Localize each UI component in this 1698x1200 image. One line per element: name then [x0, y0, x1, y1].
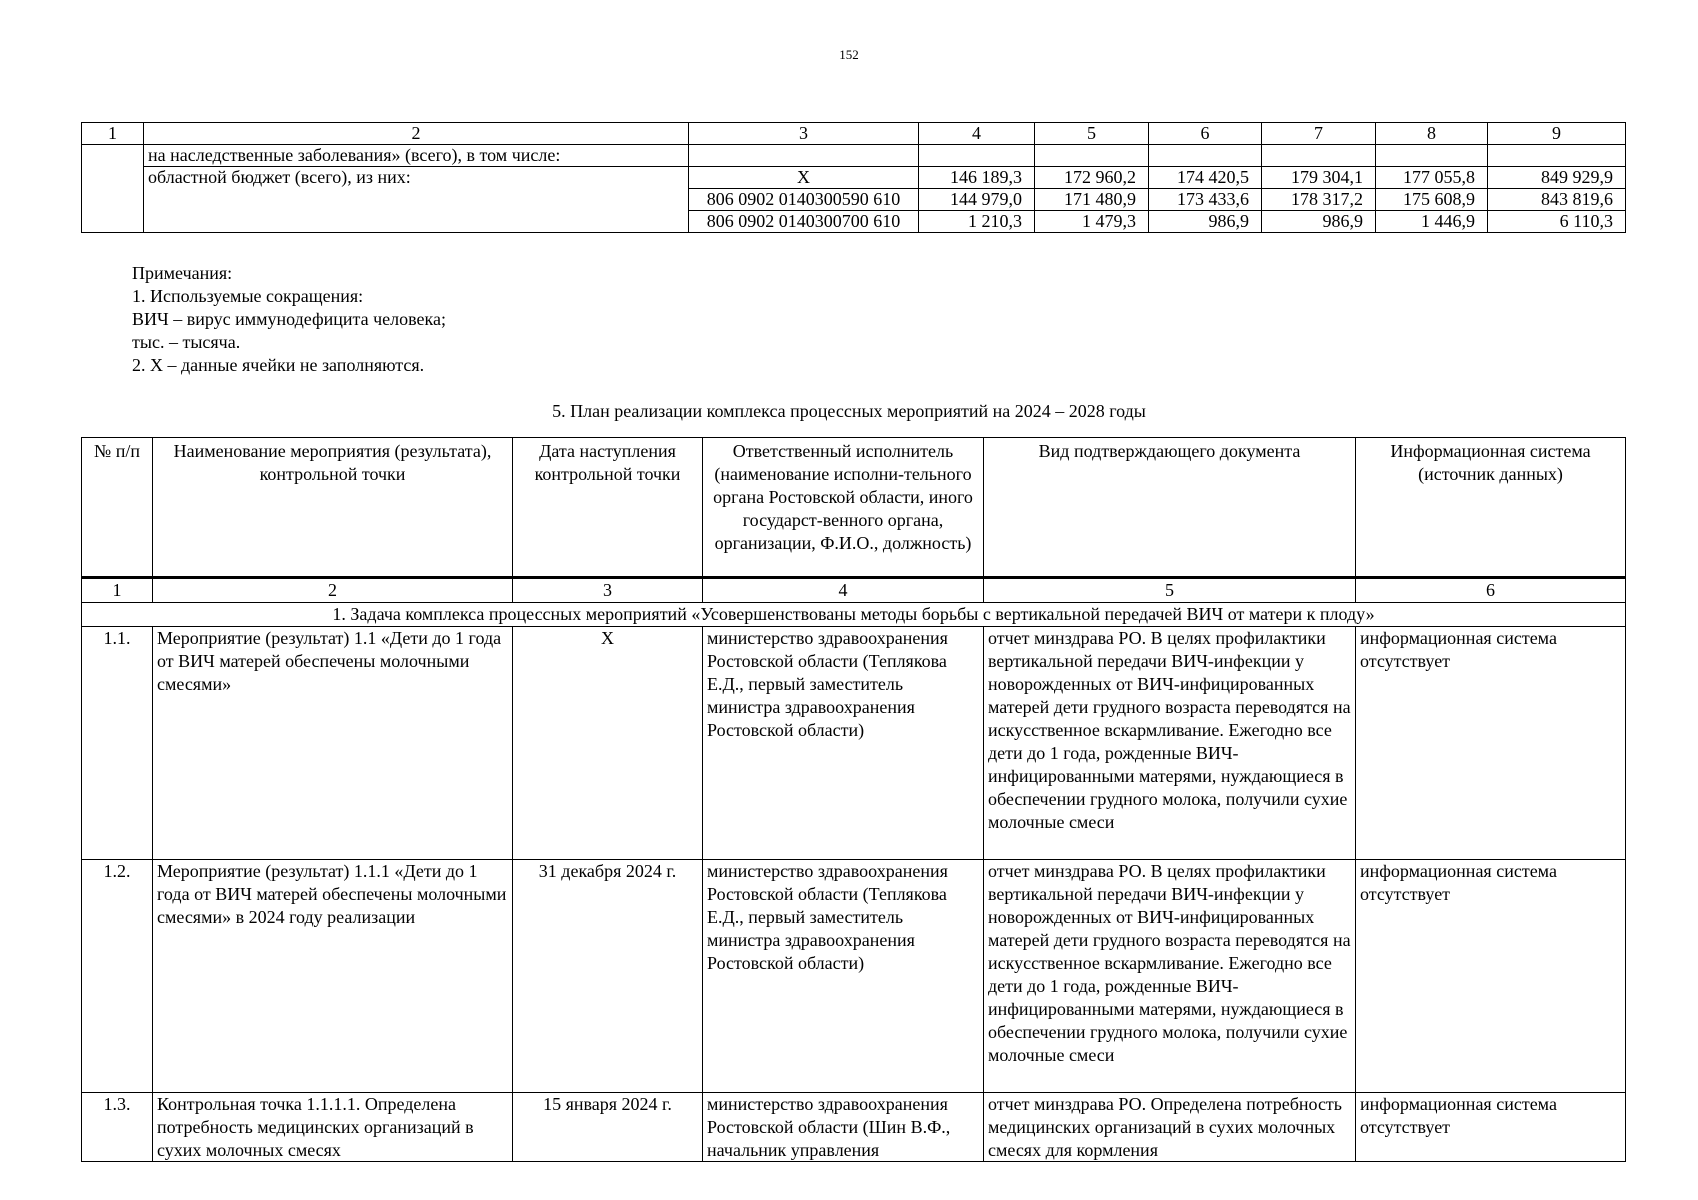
budget-value-cell: 175 608,9	[1376, 189, 1488, 211]
budget-value-cell	[1488, 145, 1626, 167]
header-name: Наименование мероприятия (результата), контрольной точки	[153, 438, 513, 578]
table-row	[82, 167, 1626, 189]
notes-heading: Примечания:	[132, 263, 233, 283]
budget-value-cell: 178 317,2	[1262, 189, 1376, 211]
col-number: 9	[1488, 123, 1626, 145]
budget-value-cell: 171 480,9	[1035, 189, 1149, 211]
budget-value-cell	[1262, 145, 1376, 167]
budget-value-cell: 174 420,5	[1149, 167, 1262, 189]
budget-column-numbers	[82, 123, 1626, 145]
page-number: 152	[839, 47, 859, 62]
plan-header-row	[82, 438, 1626, 578]
event-name: Мероприятие (результат) 1.1.1 «Дети до 1 года от ВИЧ матерей обеспечены молочными смесями» в 2024 году реализации	[153, 860, 513, 1093]
budget-value-cell: 144 979,0	[919, 189, 1035, 211]
table-row	[82, 627, 1626, 860]
budget-value-cell: 146 189,3	[919, 167, 1035, 189]
table-row	[82, 1093, 1626, 1162]
budget-code-cell: 806 0902 0140300590 610	[689, 189, 919, 211]
document-text: отчет минздрава РО. Определена потребность медицинских организаций в сухих молочных смесях для кормления	[988, 1094, 1343, 1160]
col-number: 6	[1149, 123, 1262, 145]
budget-value-cell: 843 819,6	[1488, 189, 1626, 211]
event-name: Мероприятие (результат) 1.1 «Дети до 1 года от ВИЧ матерей обеспечены молочными смесями»	[153, 627, 513, 860]
information-system: информационная система отсутствует	[1356, 1093, 1626, 1162]
information-system: информационная система отсутствует	[1356, 860, 1626, 1093]
col-number: 7	[1262, 123, 1376, 145]
plan-table	[81, 437, 1626, 1162]
budget-value-cell	[1035, 145, 1149, 167]
executor: министерство здравоохранения Ростовской области (Теплякова Е.Д., первый заместитель министра здравоохранения Ростовской области)	[703, 627, 984, 860]
budget-value-cell: 1 479,3	[1035, 211, 1149, 233]
col-number: 5	[1035, 123, 1149, 145]
budget-value-cell: 1 210,3	[919, 211, 1035, 233]
note-line: 2. Х – данные ячейки не заполняются.	[132, 355, 425, 375]
information-system: информационная система отсутствует	[1356, 627, 1626, 860]
col-number: 1	[82, 123, 144, 145]
row-number: 1.1.	[82, 627, 153, 860]
col-number: 4	[703, 578, 984, 603]
col-number: 5	[984, 578, 1356, 603]
section-title: 5. План реализации комплекса процессных мероприятий на 2024 – 2028 годы	[552, 401, 1146, 421]
event-name	[153, 1093, 513, 1162]
control-date: Х	[513, 627, 703, 860]
col-number: 2	[153, 578, 513, 603]
budget-value-cell: 849 929,9	[1488, 167, 1626, 189]
budget-value-cell: 1 446,9	[1376, 211, 1488, 233]
control-date: 31 декабря 2024 г.	[513, 860, 703, 1093]
budget-table	[81, 122, 1626, 233]
header-number: № п/п	[82, 438, 153, 578]
note-line: ВИЧ – вирус иммунодефицита человека;	[132, 309, 446, 329]
col-number: 8	[1376, 123, 1488, 145]
executor-text: министерство здравоохранения Ростовской области (Шин В.Ф., начальник управления	[707, 1094, 951, 1160]
header-system: Информационная система (источник данных)	[1356, 438, 1626, 578]
row-number: 1.2.	[82, 860, 153, 1093]
task-row	[82, 603, 1626, 627]
budget-value-cell	[1376, 145, 1488, 167]
col-number: 3	[689, 123, 919, 145]
budget-value-cell: 6 110,3	[1488, 211, 1626, 233]
budget-code-cell: 806 0902 0140300700 610	[689, 211, 919, 233]
task-title: 1. Задача комплекса процессных мероприятий «Усовершенствованы методы борьбы с вертикальной передачей ВИЧ от матери к плоду»	[82, 603, 1626, 627]
budget-value-cell: 179 304,1	[1262, 167, 1376, 189]
notes-block	[132, 262, 446, 377]
event-name-text: Контрольная точка 1.1.1.1. Определена потребность медицинских организаций в сухих молочных смесях	[157, 1094, 474, 1160]
col-number: 1	[82, 578, 153, 603]
budget-value-cell: 173 433,6	[1149, 189, 1262, 211]
col-number: 6	[1356, 578, 1626, 603]
executor	[703, 1093, 984, 1162]
row-number-cell	[82, 145, 144, 233]
budget-value-cell: 986,9	[1149, 211, 1262, 233]
budget-value-cell	[919, 145, 1035, 167]
budget-value-cell: 986,9	[1262, 211, 1376, 233]
budget-name-cell: областной бюджет (всего), из них:	[144, 167, 689, 233]
table-row	[82, 145, 1626, 167]
col-number: 4	[919, 123, 1035, 145]
budget-code-cell	[689, 145, 919, 167]
budget-name-cell: на наследственные заболевания» (всего), в том числе:	[144, 145, 689, 167]
col-number: 3	[513, 578, 703, 603]
header-document: Вид подтверждающего документа	[984, 438, 1356, 578]
budget-code-cell: Х	[689, 167, 919, 189]
budget-value-cell: 177 055,8	[1376, 167, 1488, 189]
header-date: Дата наступления контрольной точки	[513, 438, 703, 578]
budget-value-cell	[1149, 145, 1262, 167]
confirming-document: отчет минздрава РО. В целях профилактики вертикальной передачи ВИЧ-инфекции у новорожденных от ВИЧ-инфицированных матерей дети грудного возраста переводятся на искусственное вскармливание. Ежегодно все дети до 1 года, рожденные ВИЧ-инфицированными матерями, нуждающиеся в обеспечении грудного молока, получили сухие молочные смеси	[984, 860, 1356, 1093]
plan-column-numbers	[82, 578, 1626, 603]
control-date: 15 января 2024 г.	[513, 1093, 703, 1162]
confirming-document	[984, 1093, 1356, 1162]
budget-value-cell: 172 960,2	[1035, 167, 1149, 189]
note-line: 1. Используемые сокращения:	[132, 286, 364, 306]
note-line: тыс. – тысяча.	[132, 332, 241, 352]
col-number: 2	[144, 123, 689, 145]
header-executor: Ответственный исполнитель (наименование исполни-тельного органа Ростовской области, иного государст-венного органа, организации, Ф.И.О., должность)	[703, 438, 984, 578]
executor: министерство здравоохранения Ростовской области (Теплякова Е.Д., первый заместитель министра здравоохранения Ростовской области)	[703, 860, 984, 1093]
table-row	[82, 860, 1626, 1093]
row-number: 1.3.	[82, 1093, 153, 1162]
confirming-document: отчет минздрава РО. В целях профилактики вертикальной передачи ВИЧ-инфекции у новорожденных от ВИЧ-инфицированных матерей дети грудного возраста переводятся на искусственное вскармливание. Ежегодно все дети до 1 года, рожденные ВИЧ-инфицированными матерями, нуждающиеся в обеспечении грудного молока, получили сухие молочные смеси	[984, 627, 1356, 860]
